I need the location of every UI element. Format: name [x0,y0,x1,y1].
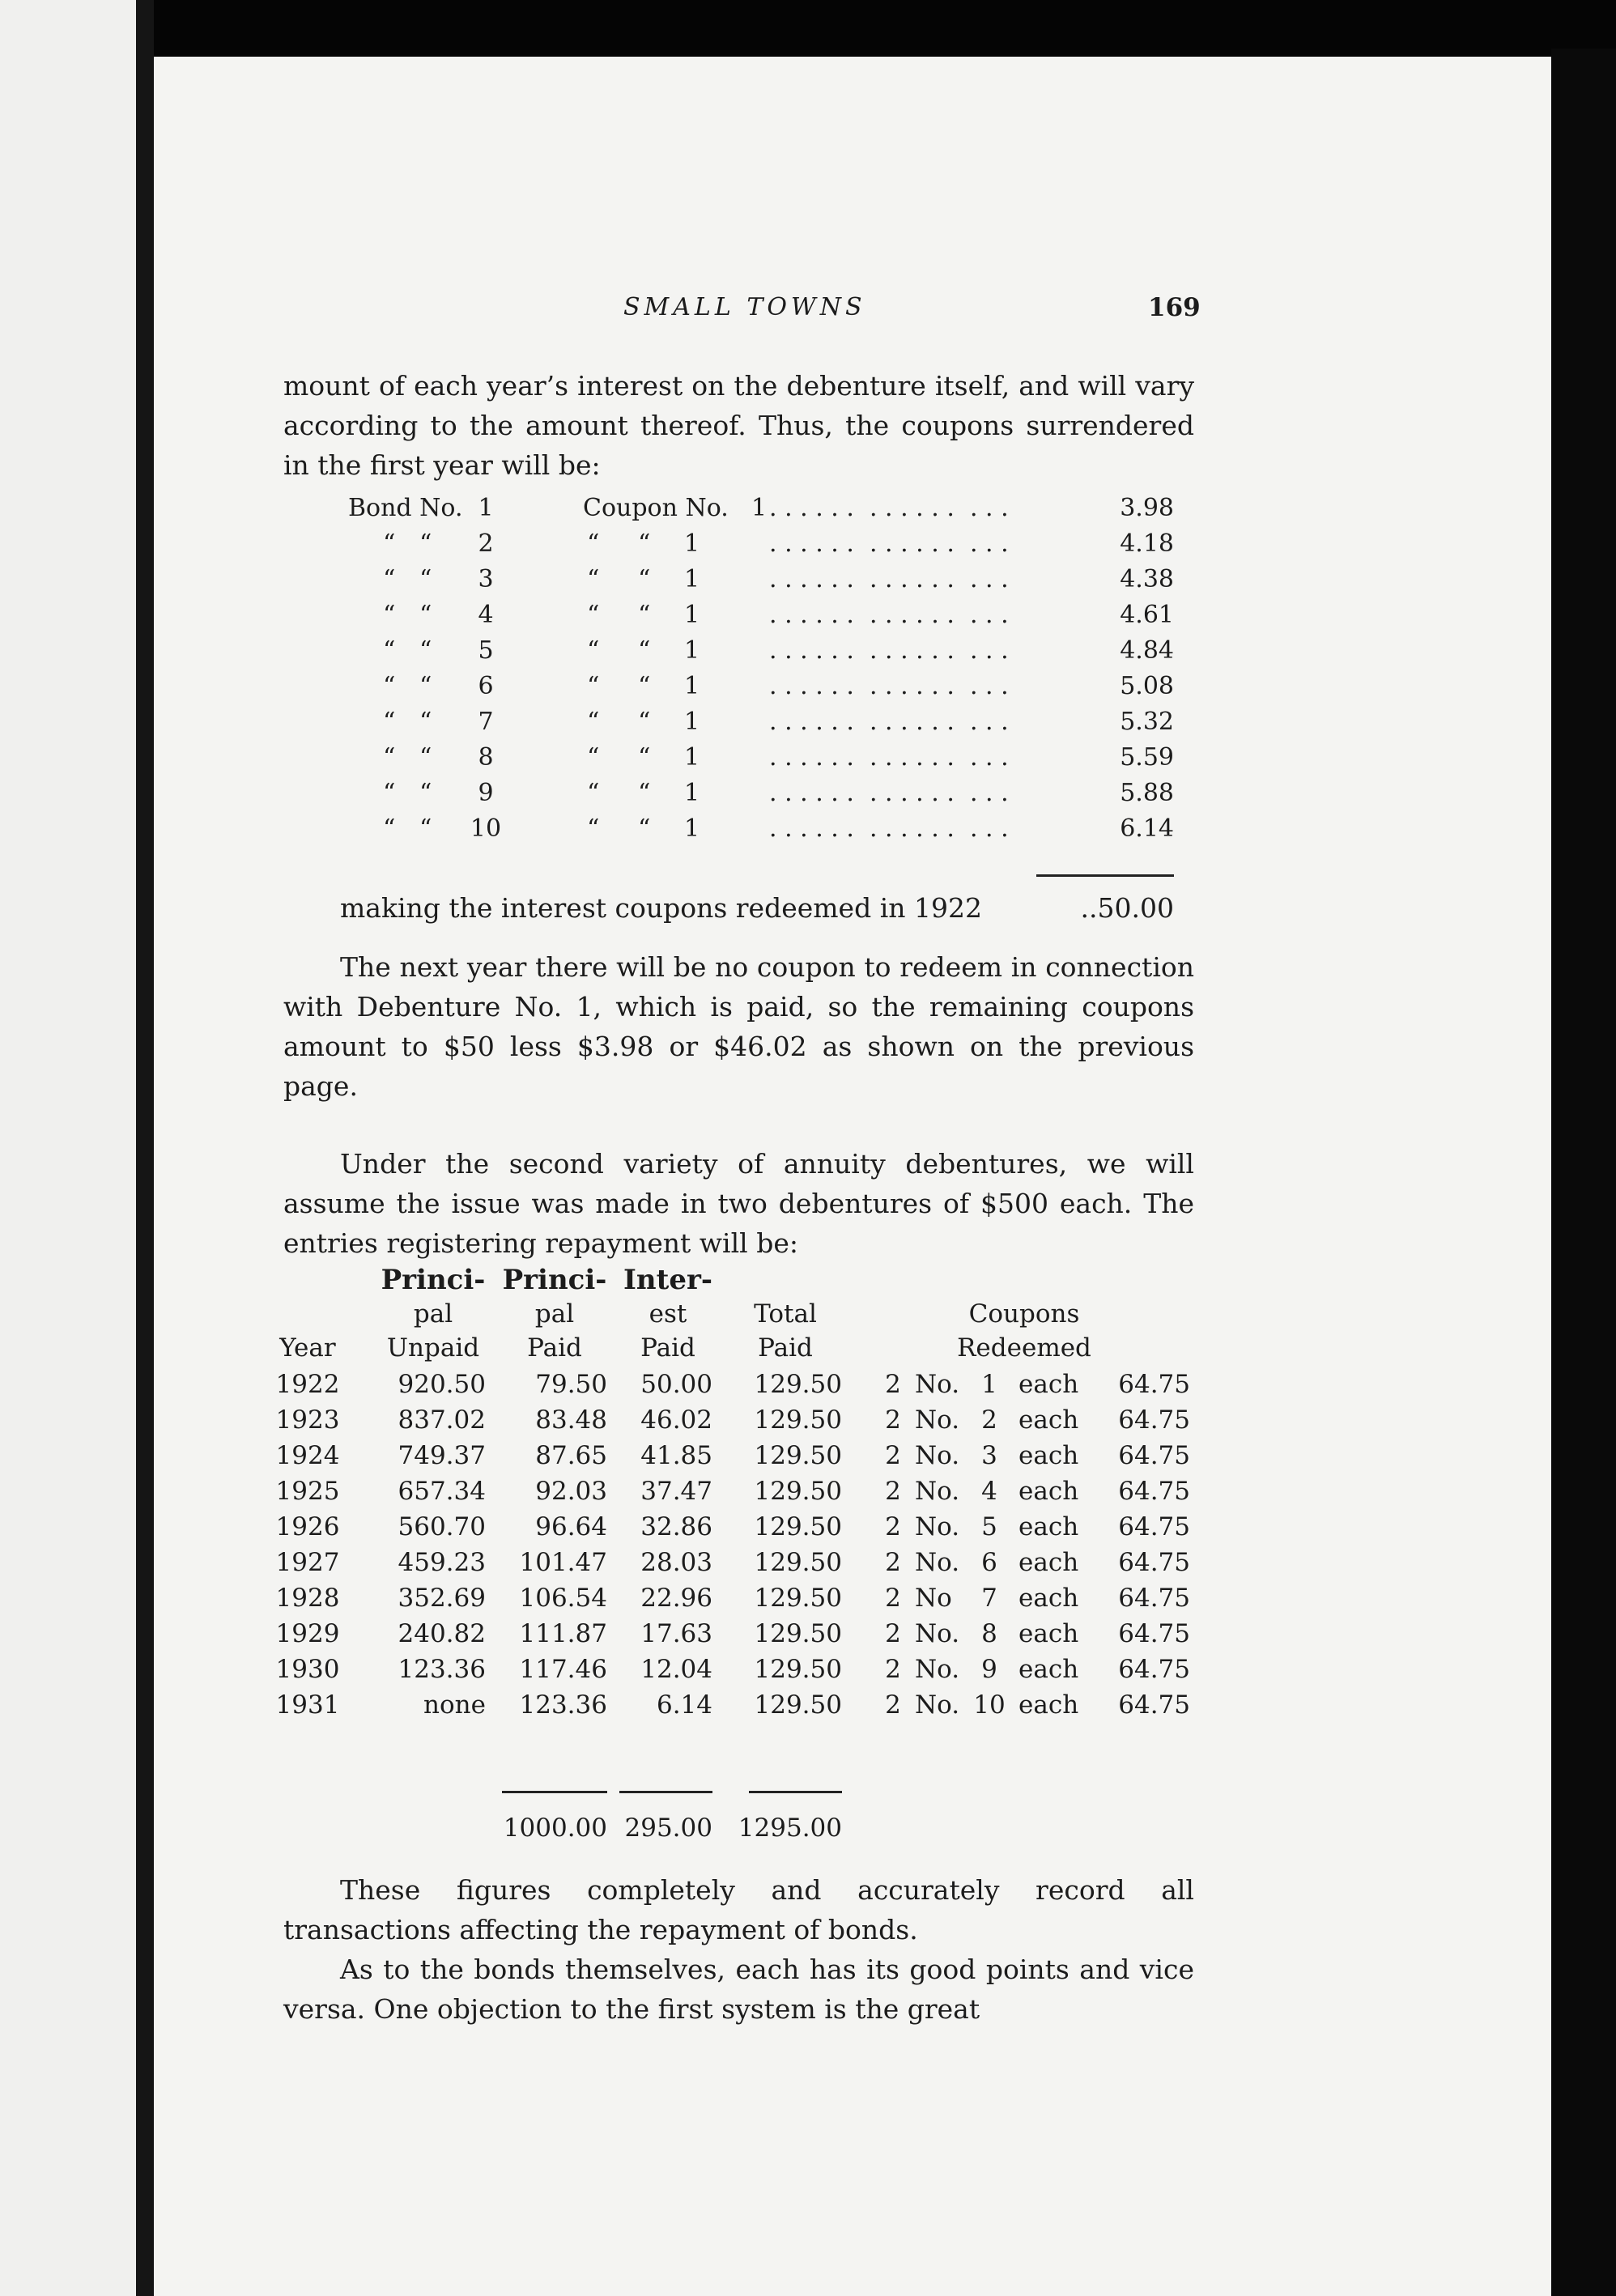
table-cell-total-paid: 129.50 [754,1548,842,1577]
coupon-row [154,814,1551,850]
table-cell-no: No. [915,1655,960,1684]
coupon-row [154,672,1551,708]
table-cell-principal-unpaid: 123.36 [398,1655,486,1684]
table-cell-principal-unpaid: 560.70 [398,1512,486,1541]
ditto-mark: “ [587,743,600,772]
table-cell-amount: 64.75 [1118,1584,1190,1613]
ditto-mark: “ [419,529,432,558]
bond-number: 9 [478,779,494,807]
table-row [154,1584,1551,1619]
leader-dots: . . . . . . . . . . . . . . . [769,779,1009,807]
header-total-paid-1: Total [754,1299,817,1329]
ditto-mark: “ [638,814,651,843]
table-cell-principal-paid: 87.65 [535,1441,607,1470]
table-cell-interest-paid: 28.03 [640,1548,712,1577]
leader-dots: . . . . . . . . . . . . . . . [769,565,1009,593]
table-cell-coupon-qty: 2 [885,1548,901,1577]
ditto-mark: “ [383,601,396,629]
table-cell-coupon-number: 6 [981,1548,997,1577]
table-cell-coupon-number: 4 [981,1477,997,1506]
book-page [154,57,1551,2296]
ditto-mark: “ [419,672,432,700]
table-cell-principal-unpaid: 657.34 [398,1477,486,1506]
ditto-mark: “ [419,743,432,772]
table-cell-year: 1930 [275,1655,340,1684]
running-head: SMALL TOWNS [623,293,866,321]
bond-number: 10 [470,814,502,843]
coupon-number: 1 [684,814,700,843]
table-cell-year: 1929 [275,1619,340,1648]
table-cell-coupon-qty: 2 [885,1584,901,1613]
table-cell-amount: 64.75 [1118,1370,1190,1399]
table-cell-each: each [1019,1690,1079,1720]
header-principal-unpaid-2: pal [413,1299,453,1329]
table-cell-no: No. [915,1512,960,1541]
table-cell-year: 1923 [275,1405,340,1435]
table-cell-coupon-qty: 2 [885,1370,901,1399]
table-cell-amount: 64.75 [1118,1441,1190,1470]
coupon-amount: 3.98 [1120,494,1174,522]
leader-dots: . . . . . . . . . . . . . . . [769,814,1009,843]
paragraph-bonds: As to the bonds themselves, each has its good points and vice versa. One objection to the first system is the great [283,1954,1194,2025]
table-cell-each: each [1019,1512,1079,1541]
table-cell-amount: 64.75 [1118,1619,1190,1648]
ditto-mark: “ [419,636,432,665]
table-cell-year: 1928 [275,1584,340,1613]
table-cell-each: each [1019,1655,1079,1684]
table-cell-each: each [1019,1477,1079,1506]
table-cell-principal-paid: 83.48 [535,1405,607,1435]
table-cell-each: each [1019,1405,1079,1435]
total-paid: 1295.00 [738,1813,842,1843]
table-cell-total-paid: 129.50 [754,1584,842,1613]
table-cell-coupon-qty: 2 [885,1477,901,1506]
table-cell-coupon-number: 1 [981,1370,997,1399]
table-cell-coupon-qty: 2 [885,1441,901,1470]
table-cell-interest-paid: 6.14 [656,1690,712,1720]
coupon-row [154,601,1551,636]
header-interest-paid-1: Inter- [623,1264,712,1296]
leader-dots: . . . . . . . . . . . . . . . [769,601,1009,629]
coupon-row [154,565,1551,601]
coupon-number: 1 [751,494,768,522]
coupon-amount: 5.32 [1120,708,1174,736]
ditto-mark: “ [419,779,432,807]
table-cell-no: No. [915,1690,960,1720]
table-row [154,1655,1551,1690]
ditto-mark: “ [419,565,432,593]
table-row [154,1405,1551,1441]
table-cell-coupon-number: 8 [981,1619,997,1648]
leader-dots: . . . . . . . . . . . . . . . [769,708,1009,736]
header-coupons-redeemed-2: Redeemed [957,1333,1091,1363]
table-cell-coupon-number: 9 [981,1655,997,1684]
table-cell-amount: 64.75 [1118,1405,1190,1435]
table-cell-interest-paid: 12.04 [640,1655,712,1684]
coupon-amount: 5.59 [1120,743,1174,772]
table-cell-total-paid: 129.50 [754,1690,842,1720]
table-row [154,1477,1551,1512]
table-cell-principal-unpaid: 749.37 [398,1441,486,1470]
table-cell-coupon-qty: 2 [885,1512,901,1541]
coupon-total-amount: ..50.00 [1080,892,1174,924]
header-year: Year [279,1333,336,1363]
table-cell-total-paid: 129.50 [754,1441,842,1470]
header-coupons-redeemed-1: Coupons [968,1299,1080,1329]
table-cell-total-paid: 129.50 [754,1619,842,1648]
coupon-row [154,708,1551,743]
header-total-paid-2: Paid [758,1333,813,1363]
coupon-number: 1 [684,672,700,700]
table-cell-principal-unpaid: 459.23 [398,1548,486,1577]
table-cell-total-paid: 129.50 [754,1512,842,1541]
table-cell-year: 1931 [275,1690,340,1720]
ditto-mark: “ [638,601,651,629]
table-cell-interest-paid: 17.63 [640,1619,712,1648]
table-cell-coupon-number: 3 [981,1441,997,1470]
coupon-total-label: making the interest coupons redeemed in 1922 [340,892,982,924]
ditto-mark: “ [587,672,600,700]
coupon-label: Coupon No. [583,494,729,522]
coupon-number: 1 [684,565,700,593]
bond-number: 1 [478,494,494,522]
ditto-mark: “ [587,779,600,807]
table-cell-principal-unpaid: 352.69 [398,1584,486,1613]
table-cell-amount: 64.75 [1118,1512,1190,1541]
table-row [154,1370,1551,1405]
coupon-number: 1 [684,601,700,629]
table-cell-interest-paid: 37.47 [640,1477,712,1506]
table-cell-no: No [915,1584,952,1613]
table-cell-coupon-qty: 2 [885,1405,901,1435]
leader-dots: . . . . . . . . . . . . . . . [769,636,1009,665]
table-row [154,1512,1551,1548]
coupon-amount: 4.38 [1120,565,1174,593]
coupon-row [154,636,1551,672]
coupon-number: 1 [684,743,700,772]
table-cell-principal-paid: 123.36 [519,1690,607,1720]
bond-number: 8 [478,743,494,772]
leader-dots: . . . . . . . . . . . . . . . [769,743,1009,772]
table-cell-each: each [1019,1584,1079,1613]
table-cell-coupon-number: 2 [981,1405,997,1435]
table-cell-principal-unpaid: 920.50 [398,1370,486,1399]
table-cell-year: 1927 [275,1548,340,1577]
ditto-mark: “ [587,565,600,593]
ditto-mark: “ [587,636,600,665]
table-cell-amount: 64.75 [1118,1548,1190,1577]
ditto-mark: “ [587,708,600,736]
ditto-mark: “ [638,708,651,736]
bond-number: 5 [478,636,494,665]
coupon-amount: 5.88 [1120,779,1174,807]
table-cell-total-paid: 129.50 [754,1477,842,1506]
header-principal-unpaid-1: Princi- [381,1264,486,1296]
table-row [154,1690,1551,1726]
table-cell-total-paid: 129.50 [754,1655,842,1684]
table-cell-no: No. [915,1619,960,1648]
table-cell-coupon-qty: 2 [885,1619,901,1648]
coupon-amount: 4.84 [1120,636,1174,665]
coupon-total-rule [1036,874,1174,877]
table-cell-no: No. [915,1477,960,1506]
ditto-mark: “ [383,636,396,665]
ditto-mark: “ [383,708,396,736]
paragraph-annuity: Under the second variety of annuity debentures, we will assume the issue was made in two debentures of $500 each. The entries registering repayment will be: [283,1148,1194,1259]
paragraph-intro: mount of each year’s interest on the debenture itself, and will vary according to the amount thereof. Thus, the coupons surrendered in the first year will be: [283,370,1194,481]
bond-number: 2 [478,529,494,558]
table-cell-year: 1926 [275,1512,340,1541]
bond-number: 6 [478,672,494,700]
header-principal-paid-3: Paid [527,1333,582,1363]
table-cell-year: 1925 [275,1477,340,1506]
coupon-row [154,743,1551,779]
table-row [154,1441,1551,1477]
table-cell-principal-paid: 117.46 [519,1655,607,1684]
table-cell-interest-paid: 41.85 [640,1441,712,1470]
ditto-mark: “ [383,814,396,843]
facing-page-edge [0,0,136,2296]
ditto-mark: “ [419,814,432,843]
ditto-mark: “ [587,601,600,629]
bond-label: Bond No. [348,494,463,522]
table-cell-principal-paid: 79.50 [535,1370,607,1399]
ditto-mark: “ [638,672,651,700]
paragraph-figures: These figures completely and accurately record all transactions affecting the repayment of bonds. [283,1874,1194,1945]
total-interest-paid: 295.00 [624,1813,712,1843]
header-interest-paid-3: Paid [640,1333,695,1363]
table-cell-interest-paid: 46.02 [640,1405,712,1435]
table-cell-amount: 64.75 [1118,1690,1190,1720]
ditto-mark: “ [638,529,651,558]
table-cell-each: each [1019,1548,1079,1577]
table-cell-amount: 64.75 [1118,1477,1190,1506]
table-cell-principal-paid: 96.64 [535,1512,607,1541]
table-cell-coupon-qty: 2 [885,1655,901,1684]
table-cell-each: each [1019,1370,1079,1399]
ditto-mark: “ [383,672,396,700]
table-cell-interest-paid: 22.96 [640,1584,712,1613]
coupon-amount: 4.18 [1120,529,1174,558]
ditto-mark: “ [383,743,396,772]
table-cell-no: No. [915,1405,960,1435]
table-cell-year: 1922 [275,1370,340,1399]
table-cell-coupon-qty: 2 [885,1690,901,1720]
scan-border [1551,49,1616,2296]
ditto-mark: “ [638,743,651,772]
ditto-mark: “ [587,529,600,558]
bond-number: 4 [478,601,494,629]
coupon-row [154,779,1551,814]
table-cell-no: No. [915,1441,960,1470]
header-principal-paid-2: pal [534,1299,575,1329]
table-cell-principal-paid: 92.03 [535,1477,607,1506]
header-principal-unpaid-3: Unpaid [386,1333,480,1363]
coupon-number: 1 [684,779,700,807]
coupon-amount: 5.08 [1120,672,1174,700]
table-cell-interest-paid: 50.00 [640,1370,712,1399]
ditto-mark: “ [638,636,651,665]
sum-rule-total [749,1791,842,1793]
table-row [154,1619,1551,1655]
ditto-mark: “ [638,779,651,807]
ditto-mark: “ [638,565,651,593]
leader-dots: . . . . . . . . . . . . . . . [769,529,1009,558]
ditto-mark: “ [419,601,432,629]
table-cell-coupon-number: 7 [981,1584,997,1613]
table-cell-interest-paid: 32.86 [640,1512,712,1541]
ditto-mark: “ [383,529,396,558]
header-interest-paid-2: est [649,1299,687,1329]
table-cell-principal-unpaid: none [423,1690,486,1720]
coupon-number: 1 [684,636,700,665]
bond-number: 3 [478,565,494,593]
leader-dots: . . . . . . . . . . . . . . . [769,494,1009,522]
book-gutter [136,0,154,2296]
table-cell-each: each [1019,1441,1079,1470]
coupon-row [154,494,1551,529]
coupon-amount: 4.61 [1120,601,1174,629]
ditto-mark: “ [419,708,432,736]
ditto-mark: “ [587,814,600,843]
leader-dots: . . . . . . . . . . . . . . . [769,672,1009,700]
page-header [154,293,1551,342]
page-number: 169 [1148,293,1201,322]
coupon-number: 1 [684,529,700,558]
bond-number: 7 [478,708,494,736]
table-cell-principal-paid: 101.47 [519,1548,607,1577]
table-cell-amount: 64.75 [1118,1655,1190,1684]
table-cell-principal-paid: 106.54 [519,1584,607,1613]
coupon-amount: 6.14 [1120,814,1174,843]
sum-rule-principal [502,1791,607,1793]
table-cell-principal-unpaid: 837.02 [398,1405,486,1435]
table-cell-coupon-number: 5 [981,1512,997,1541]
table-cell-principal-unpaid: 240.82 [398,1619,486,1648]
table-cell-total-paid: 129.50 [754,1405,842,1435]
ditto-mark: “ [383,565,396,593]
table-cell-no: No. [915,1548,960,1577]
coupon-row [154,529,1551,565]
table-cell-coupon-number: 10 [973,1690,1006,1720]
table-cell-each: each [1019,1619,1079,1648]
table-cell-year: 1924 [275,1441,340,1470]
coupon-number: 1 [684,708,700,736]
table-cell-principal-paid: 111.87 [519,1619,607,1648]
table-cell-no: No. [915,1370,960,1399]
header-principal-paid-1: Princi- [502,1264,607,1296]
table-cell-total-paid: 129.50 [754,1370,842,1399]
total-principal-paid: 1000.00 [503,1813,607,1843]
ditto-mark: “ [383,779,396,807]
sum-rule-interest [619,1791,712,1793]
paragraph-next-year: The next year there will be no coupon to redeem in connection with Debenture No. 1, which is paid, so the remaining coupons amount to $50 less $3.98 or $46.02 as shown on the previous page. [283,951,1194,1102]
table-row [154,1548,1551,1584]
